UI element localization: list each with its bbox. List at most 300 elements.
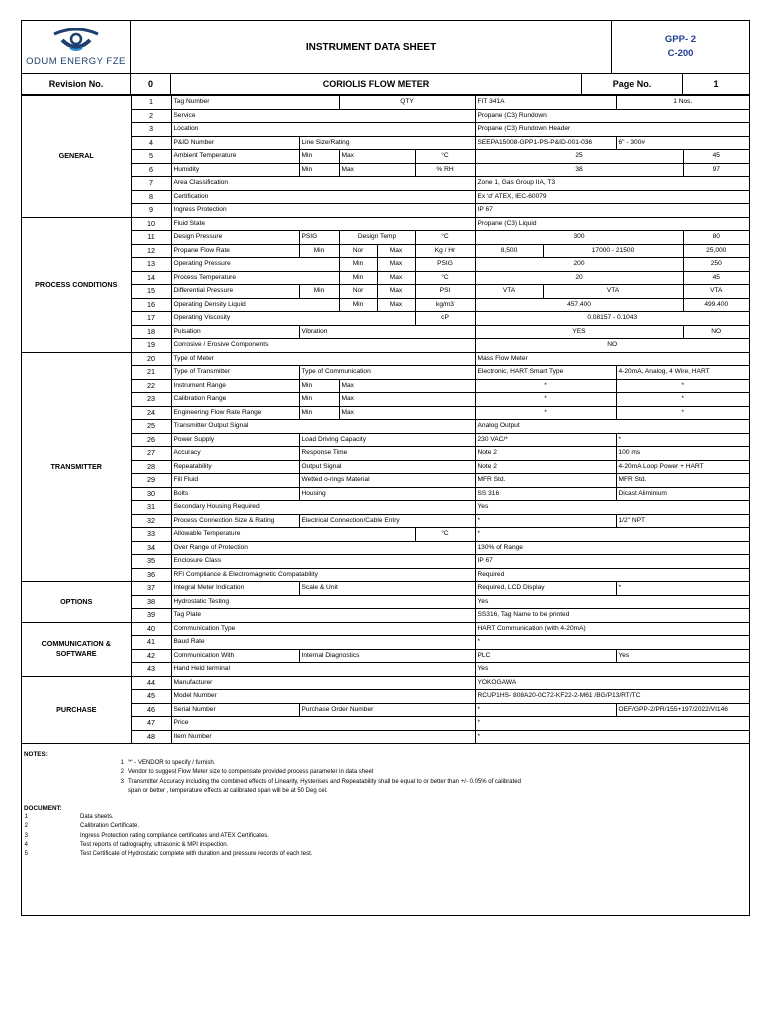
spec-cell: Location	[171, 123, 475, 137]
spec-cell: Nor	[339, 244, 377, 258]
spec-cell: Max	[377, 244, 415, 258]
spec-row	[22, 244, 749, 258]
spec-row	[22, 339, 749, 353]
spec-cell: Purchase Order Number	[299, 703, 475, 717]
documents-item-text: Data sheets.	[80, 814, 114, 821]
spec-cell: 100 ms	[616, 447, 749, 461]
row-number: 28	[131, 460, 171, 474]
spec-cell: Communication With	[171, 649, 299, 663]
spec-cell: *	[475, 703, 616, 717]
spec-cell: Allowable Temperature	[171, 528, 415, 542]
row-number: 37	[131, 582, 171, 596]
spec-cell: 250	[683, 258, 749, 272]
row-number: 31	[131, 501, 171, 515]
spec-cell: Max	[339, 163, 415, 177]
spec-cell: Housing	[299, 487, 475, 501]
spec-row	[22, 312, 749, 326]
spec-cell: PSIG	[415, 258, 475, 272]
spec-cell: Zone 1, Gas Group IIA, T3	[475, 177, 749, 191]
spec-cell: Area Classification	[171, 177, 475, 191]
documents-item	[24, 850, 749, 859]
row-number: 4	[131, 136, 171, 150]
spec-row	[22, 595, 749, 609]
documents-item-number: 4	[24, 841, 28, 848]
spec-row	[22, 433, 749, 447]
spec-cell: Operating Pressure	[171, 258, 339, 272]
spec-cell: *	[616, 393, 749, 407]
spec-cell: Corrosive / Erosive Components	[171, 339, 475, 353]
spec-row	[22, 730, 749, 744]
spec-cell: Type of Communication	[299, 366, 475, 380]
spec-row	[22, 582, 749, 596]
spec-cell: QTY	[339, 96, 475, 110]
documents-item-text: Test Certificate of Hydrostatic complete with duration and pressure records of each test.	[80, 851, 313, 858]
spec-cell: Note 2	[475, 447, 616, 461]
spec-row	[22, 447, 749, 461]
notes-item-text: Transmitter Accuracy including the combined effects of Linearity, Hysterises and Repeatability shall be equal to or better than +/- 0.05% of calibrated span or better , temperature effects at calibrated span will be at 50 Deg cel.	[128, 778, 521, 794]
spec-row	[22, 204, 749, 218]
document-number-line1: GPP- 2	[664, 34, 697, 45]
spec-cell: Electronic, HART Smart Type	[475, 366, 616, 380]
spec-cell: Wetted o-rings Material	[299, 474, 475, 488]
revision-label: Revision No.	[22, 74, 131, 94]
spec-cell: Max	[377, 298, 415, 312]
spec-cell: 4-20mA Loop Power + HART	[616, 460, 749, 474]
spec-cell: Hydrostatic Testing	[171, 595, 475, 609]
spec-cell: Ingress Protection	[171, 204, 475, 218]
documents-item-text: Calibration Certificate.	[80, 823, 140, 830]
spec-row	[22, 555, 749, 569]
spec-cell: SS316, Tag Name to be printed	[475, 609, 749, 623]
documents-item	[24, 832, 749, 841]
row-number: 22	[131, 379, 171, 393]
spec-cell: 17000 - 21500	[543, 244, 683, 258]
spec-row	[22, 96, 749, 110]
spec-cell: Price	[171, 717, 475, 731]
spec-cell: Fluid State	[171, 217, 475, 231]
spec-cell: Min	[299, 406, 339, 420]
row-number: 7	[131, 177, 171, 191]
spec-cell: *	[616, 433, 749, 447]
spec-cell: Enclosure Class	[171, 555, 475, 569]
spec-cell: FIT 341A	[475, 96, 616, 110]
spec-row	[22, 460, 749, 474]
spec-row	[22, 609, 749, 623]
spec-cell: VTA	[543, 285, 683, 299]
spec-row	[22, 528, 749, 542]
spec-cell: 300	[475, 231, 683, 245]
documents-title: DOCUMENT:	[24, 805, 62, 813]
row-number: 12	[131, 244, 171, 258]
spec-cell: °C	[415, 528, 475, 542]
spec-cell: Over Range of Protection	[171, 541, 475, 555]
spec-row	[22, 703, 749, 717]
spec-row	[22, 393, 749, 407]
spec-cell: Required, LCD Display	[475, 582, 616, 596]
notes-title: NOTES:	[24, 751, 48, 758]
spec-cell: PLC	[475, 649, 616, 663]
spec-row	[22, 150, 749, 164]
row-number: 9	[131, 204, 171, 218]
spec-row	[22, 217, 749, 231]
spec-cell: HART Communication (with 4-20mA)	[475, 622, 749, 636]
spec-cell: Ambient Temperature	[171, 150, 299, 164]
row-number: 46	[131, 703, 171, 717]
data-sheet	[21, 20, 750, 916]
spec-cell: MFR Std.	[616, 474, 749, 488]
spec-cell: *	[475, 730, 749, 744]
spec-cell: NO	[683, 325, 749, 339]
spec-cell: 1/2" NPT	[616, 514, 749, 528]
spec-cell: *	[475, 393, 616, 407]
spec-cell: NO	[475, 339, 749, 353]
spec-cell: *	[475, 528, 749, 542]
documents-item	[24, 813, 749, 822]
spec-cell: *	[616, 582, 749, 596]
row-number: 15	[131, 285, 171, 299]
row-number: 5	[131, 150, 171, 164]
spec-cell: Humidity	[171, 163, 299, 177]
notes-item-number: 1	[120, 760, 124, 767]
spec-cell: Mass Flow Meter	[475, 352, 749, 366]
row-number: 27	[131, 447, 171, 461]
spec-row	[22, 690, 749, 704]
spec-cell: IP 67	[475, 555, 749, 569]
spec-cell: Required	[475, 568, 749, 582]
spec-cell: Fill Fluid	[171, 474, 299, 488]
spec-cell: 457.400	[475, 298, 683, 312]
spec-cell: *	[475, 379, 616, 393]
spec-cell: VTA	[475, 285, 543, 299]
row-number: 32	[131, 514, 171, 528]
row-number: 23	[131, 393, 171, 407]
spec-row	[22, 379, 749, 393]
spec-cell: *	[616, 379, 749, 393]
spec-cell: Min	[299, 379, 339, 393]
spec-cell: 97	[683, 163, 749, 177]
spec-row	[22, 258, 749, 272]
spec-cell: Min	[339, 258, 377, 272]
spec-cell: Note 2	[475, 460, 616, 474]
spec-cell: Line Size/Rating	[299, 136, 475, 150]
row-number: 36	[131, 568, 171, 582]
documents-item-number: 5	[24, 851, 28, 858]
spec-cell: Max	[339, 379, 475, 393]
spec-cell: cP	[415, 312, 475, 326]
spec-cell: Certification	[171, 190, 475, 204]
spec-cell: Tag Plate	[171, 609, 475, 623]
row-number: 29	[131, 474, 171, 488]
row-number: 18	[131, 325, 171, 339]
spec-cell: 45	[683, 150, 749, 164]
spec-cell: Baud Rate	[171, 636, 475, 650]
spec-cell: Load Driving Capacity	[299, 433, 475, 447]
row-number: 48	[131, 730, 171, 744]
spec-cell: Pulsation	[171, 325, 299, 339]
spec-cell: 1 Nos.	[616, 96, 749, 110]
spec-cell: Max	[339, 393, 475, 407]
spec-cell: 20	[475, 271, 683, 285]
spec-cell: 38	[475, 163, 683, 177]
section-label-general: GENERAL	[22, 96, 131, 218]
revision-value: 0	[131, 74, 171, 94]
spec-cell: Instrument Range	[171, 379, 299, 393]
spec-row	[22, 717, 749, 731]
spec-cell: Process Connection Size & Rating	[171, 514, 299, 528]
spec-cell: 6" - 300#	[616, 136, 749, 150]
spec-cell: Tag Number	[171, 96, 339, 110]
spec-cell: RCUP1HS- 808A20-0C72-KF22-2-M61 /BG/P13/RT/TC	[475, 690, 749, 704]
spec-row	[22, 352, 749, 366]
spec-cell: Kg / Hr	[415, 244, 475, 258]
row-number: 19	[131, 339, 171, 353]
spec-cell: 200	[475, 258, 683, 272]
row-number: 42	[131, 649, 171, 663]
spec-row	[22, 501, 749, 515]
spec-row	[22, 541, 749, 555]
documents-item-number: 2	[24, 823, 28, 830]
spec-cell: Scale & Unit	[299, 582, 475, 596]
spec-cell: Design Pressure	[171, 231, 299, 245]
notes-item-text: '*' - VENDOR to specify / furnish.	[128, 760, 216, 767]
spec-cell: Min	[299, 285, 339, 299]
spec-row	[22, 136, 749, 150]
row-number: 10	[131, 217, 171, 231]
row-number: 35	[131, 555, 171, 569]
row-number: 38	[131, 595, 171, 609]
documents-item	[24, 841, 749, 850]
row-number: 24	[131, 406, 171, 420]
spec-cell: Propane (C3) Rundown Header	[475, 123, 749, 137]
spec-cell: *	[475, 636, 749, 650]
spec-cell: Yes	[616, 649, 749, 663]
spec-cell: 25,000	[683, 244, 749, 258]
spec-cell: Max	[339, 406, 475, 420]
spec-cell: Integral Meter Indication	[171, 582, 299, 596]
row-number: 30	[131, 487, 171, 501]
spec-cell: Serial Number	[171, 703, 299, 717]
row-number: 16	[131, 298, 171, 312]
row-number: 43	[131, 663, 171, 677]
spec-cell: YOKOGAWA	[475, 676, 749, 690]
spec-cell: *	[475, 514, 616, 528]
notes-item	[24, 759, 749, 768]
spec-cell: Yes	[475, 663, 749, 677]
spec-cell: °C	[415, 271, 475, 285]
spec-cell: Communication Type	[171, 622, 475, 636]
company-name: ODUM ENERGY FZE	[26, 55, 126, 67]
spec-cell: Min	[299, 150, 339, 164]
section-label-purchase: PURCHASE	[22, 676, 131, 744]
spec-cell: Max	[377, 285, 415, 299]
spec-row	[22, 622, 749, 636]
spec-cell: 499.400	[683, 298, 749, 312]
spec-cell: Power Supply	[171, 433, 299, 447]
spec-row	[22, 231, 749, 245]
spec-cell: Operating Viscosity	[171, 312, 415, 326]
sheet-header	[22, 21, 749, 74]
spec-cell: Analog Output	[475, 420, 749, 434]
spec-row	[22, 109, 749, 123]
spec-cell: Response Time	[299, 447, 475, 461]
document-number	[612, 21, 749, 73]
spec-row	[22, 487, 749, 501]
notes-item-number: 3	[120, 778, 124, 785]
spec-cell: kg/m3	[415, 298, 475, 312]
spec-cell: Hand Held terminal	[171, 663, 475, 677]
spec-cell: Min	[299, 163, 339, 177]
spec-cell: Repeatability	[171, 460, 299, 474]
spec-cell: YES	[475, 325, 683, 339]
spec-cell: Engineering Flow Rate Range	[171, 406, 299, 420]
spec-cell: Min	[339, 271, 377, 285]
spec-cell: Internal Diagnostics	[299, 649, 475, 663]
item-title: CORIOLIS FLOW METER	[171, 74, 582, 94]
spec-cell: SEEPA15008-GPP1-PS-P&ID-001-036	[475, 136, 616, 150]
spec-cell: 4-20mA, Analog, 4 Wire, HART	[616, 366, 749, 380]
company-logo	[22, 21, 131, 73]
spec-row	[22, 636, 749, 650]
spec-cell: Secondary Housing Required	[171, 501, 475, 515]
spec-row	[22, 163, 749, 177]
spec-cell: Min	[339, 298, 377, 312]
spec-cell: Output Signal	[299, 460, 475, 474]
spec-cell: Yes	[475, 501, 749, 515]
page-value: 1	[713, 79, 719, 89]
spec-cell: *	[475, 406, 616, 420]
row-number: 33	[131, 528, 171, 542]
spec-cell: MFR Std.	[475, 474, 616, 488]
section-label-comm: COMMUNICATION & SOFTWARE	[22, 622, 131, 676]
spec-cell: Min	[299, 393, 339, 407]
row-number: 34	[131, 541, 171, 555]
section-label-options: OPTIONS	[22, 582, 131, 623]
documents-item	[24, 822, 749, 831]
spec-cell: °C	[415, 231, 475, 245]
spec-cell: Nor	[339, 285, 377, 299]
spec-row	[22, 676, 749, 690]
spec-cell: 45	[683, 271, 749, 285]
row-number: 21	[131, 366, 171, 380]
spec-cell: Electrical Connection/Cable Entry	[299, 514, 475, 528]
spec-cell: 80	[683, 231, 749, 245]
document-number-line2: C-200	[667, 48, 694, 59]
spec-cell: 130% of Range	[475, 541, 749, 555]
spec-cell: Calibration Range	[171, 393, 299, 407]
spec-cell: Transmitter Output Signal	[171, 420, 475, 434]
notes-item	[24, 768, 749, 777]
spec-cell: 230 VAC/*	[475, 433, 616, 447]
row-number: 2	[131, 109, 171, 123]
spec-row	[22, 298, 749, 312]
spec-row	[22, 474, 749, 488]
spec-cell: 0.08157 - 0.1043	[475, 312, 749, 326]
row-number: 11	[131, 231, 171, 245]
odum-energy-logo-icon	[44, 28, 108, 54]
row-number: 40	[131, 622, 171, 636]
spec-cell: Dicast Aliminium	[616, 487, 749, 501]
spec-cell: Max	[377, 271, 415, 285]
spec-cell: IP 67	[475, 204, 749, 218]
row-number: 14	[131, 271, 171, 285]
spec-row	[22, 406, 749, 420]
row-number: 41	[131, 636, 171, 650]
spec-cell: 25	[475, 150, 683, 164]
spec-cell: Operating Density Liquid	[171, 298, 339, 312]
spec-cell: Model Number	[171, 690, 475, 704]
documents-list	[24, 813, 749, 859]
spec-cell: Ex 'd' ATEX, IEC-60079	[475, 190, 749, 204]
section-label-process: PROCESS CONDITIONS	[22, 217, 131, 352]
row-number: 25	[131, 420, 171, 434]
notes-item-number: 2	[120, 769, 124, 776]
spec-row	[22, 190, 749, 204]
spec-cell: Max	[339, 150, 415, 164]
spec-row	[22, 420, 749, 434]
documents-item-text: Test reports of radiography, ultrasonic & MPI inspection.	[80, 841, 229, 848]
spec-cell: RFI Compliance & Electromagnetic Compatability	[171, 568, 475, 582]
spec-cell: PSIG	[299, 231, 339, 245]
spec-cell: 8,500	[475, 244, 543, 258]
row-number: 20	[131, 352, 171, 366]
notes-item-text: Vendor to suggest Flow Meter size to compensate provided process parameter in data sheet	[128, 769, 374, 776]
spec-cell: PSI	[415, 285, 475, 299]
row-number: 26	[131, 433, 171, 447]
spec-cell: °C	[415, 150, 475, 164]
page-label: Page No.	[582, 74, 683, 94]
spec-row	[22, 325, 749, 339]
row-number: 44	[131, 676, 171, 690]
notes-list	[24, 759, 749, 796]
spec-row	[22, 123, 749, 137]
spec-table	[22, 95, 749, 744]
spec-cell: Max	[377, 258, 415, 272]
spec-cell: Manufacturer	[171, 676, 475, 690]
spec-cell: *	[616, 406, 749, 420]
spec-row	[22, 663, 749, 677]
spec-cell: Type of Transmitter	[171, 366, 299, 380]
spec-row	[22, 177, 749, 191]
spec-cell: Min	[299, 244, 339, 258]
spec-row	[22, 285, 749, 299]
spec-cell: SS 316	[475, 487, 616, 501]
documents-item-number: 3	[24, 832, 28, 839]
spec-cell: Propane Flow Rate	[171, 244, 299, 258]
spec-cell: OEF/GPP-2/PR/155+197/2022/VI146	[616, 703, 749, 717]
spec-cell: Type of Meter	[171, 352, 475, 366]
row-number: 39	[131, 609, 171, 623]
spec-cell: VTA	[683, 285, 749, 299]
spec-cell: Accuracy	[171, 447, 299, 461]
spec-cell: Vibration	[299, 325, 475, 339]
spec-cell: Propane (C3) Rundown	[475, 109, 749, 123]
documents-item-text: Ingress Protection rating compliance certificates and ATEX Certificates.	[80, 832, 269, 839]
spec-cell: % RH	[415, 163, 475, 177]
row-number: 45	[131, 690, 171, 704]
spec-row	[22, 649, 749, 663]
spec-cell: Design Temp	[339, 231, 415, 245]
spec-row	[22, 568, 749, 582]
spec-cell: Yes	[475, 595, 749, 609]
row-number: 47	[131, 717, 171, 731]
documents-item-number: 1	[24, 814, 28, 821]
spec-cell: Differential Pressure	[171, 285, 299, 299]
spec-cell: Bolts	[171, 487, 299, 501]
spec-cell: P&ID Number	[171, 136, 299, 150]
row-number: 3	[131, 123, 171, 137]
spec-cell: Service	[171, 109, 475, 123]
document-title: INSTRUMENT DATA SHEET	[131, 21, 612, 73]
